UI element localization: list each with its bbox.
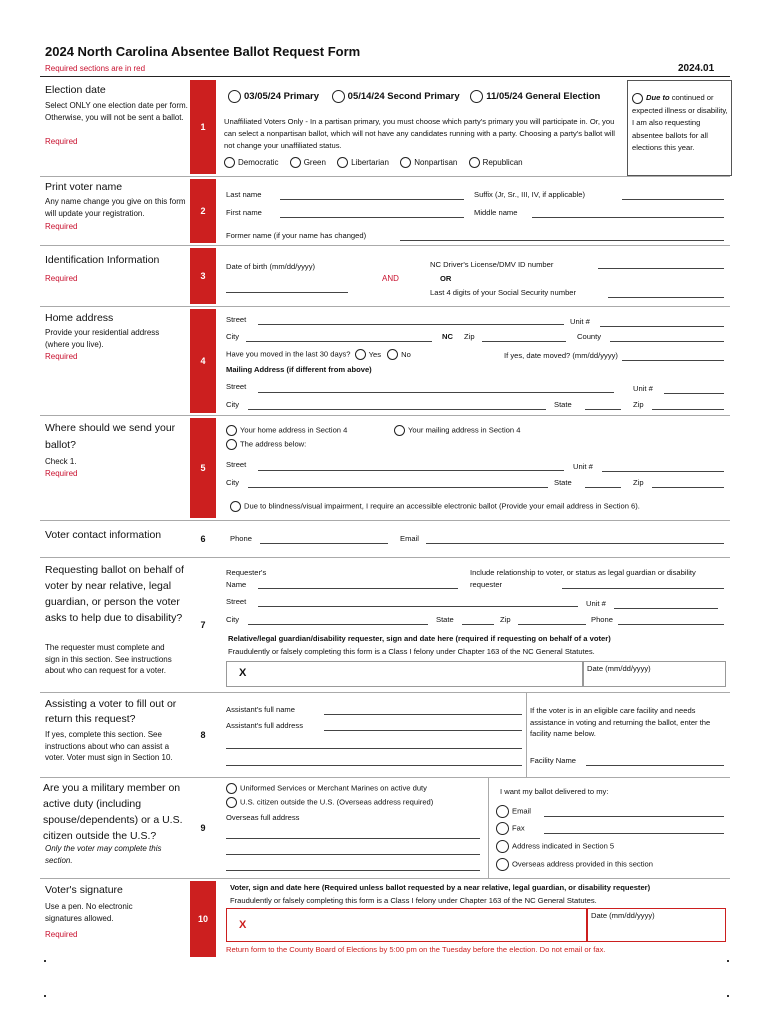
- unit-label: Unit #: [570, 317, 590, 326]
- relationship-label: Include relationship to voter, or status as legal guardian or disability requester: [470, 568, 696, 589]
- former-name-field[interactable]: [400, 240, 724, 241]
- section-heading: Voter contact information: [45, 529, 162, 541]
- section-heading: Home address: [45, 312, 114, 324]
- mailing-city-field[interactable]: [248, 409, 546, 410]
- zip-label: Zip: [633, 478, 644, 487]
- section-voter-name: [40, 177, 730, 245]
- relationship-field[interactable]: [562, 588, 724, 589]
- city-field[interactable]: [246, 341, 432, 342]
- city-field[interactable]: [248, 624, 428, 625]
- section-requester: [40, 558, 730, 692]
- delivery-overseas-radio[interactable]: Overseas address provided in this section: [496, 858, 653, 871]
- party-green-radio[interactable]: Green: [290, 158, 326, 167]
- license-field[interactable]: [598, 268, 724, 269]
- section-description: If yes, complete this section. See instructions about who can assist a voter. Voter must sign in Section 10.: [45, 730, 173, 762]
- uniformed-services-radio[interactable]: Uniformed Services or Merchant Marines on active duty: [226, 783, 427, 794]
- illness-due-option[interactable]: Due to continued or expected illness or disability, I am also requesting absentee ballots for all elections this year.: [632, 93, 728, 152]
- state-field[interactable]: [585, 487, 621, 488]
- section-description: Select ONLY one election date per form. Otherwise, you will not be sent a ballot.: [45, 101, 188, 122]
- mailing-address-radio[interactable]: Your mailing address in Section 4: [394, 425, 520, 436]
- mailing-state-label: State: [554, 400, 572, 409]
- overseas-address-line2[interactable]: [226, 854, 480, 855]
- section-home-address: [40, 307, 730, 415]
- section-description: Use a pen. No electronic signatures allowed.: [45, 902, 133, 923]
- assistant-name-field[interactable]: [324, 714, 522, 715]
- fraud-warning: Fraudulently or falsely completing this form is a Class I felony under Chapter 163 of the NC General Statutes.: [228, 647, 595, 656]
- suffix-field[interactable]: [622, 199, 724, 200]
- street-label: Street: [226, 315, 247, 324]
- first-name-label: First name: [226, 208, 262, 217]
- voter-signature-box[interactable]: X: [226, 908, 588, 942]
- dob-label: Date of birth (mm/dd/yyyy): [226, 262, 316, 271]
- delivery-fax-radio[interactable]: Fax: [496, 822, 525, 835]
- return-instructions: Return form to the County Board of Elections by 5:00 pm on the Tuesday before the election. Do not email or fax.: [226, 945, 606, 954]
- and-label: AND: [382, 274, 399, 283]
- address-below-radio[interactable]: The address below:: [226, 439, 306, 450]
- mailing-zip-label: Zip: [633, 400, 644, 409]
- second-primary-radio[interactable]: 05/14/24 Second Primary: [332, 91, 460, 102]
- license-label: NC Driver's License/DMV ID number: [430, 260, 554, 269]
- county-label: County: [577, 332, 602, 341]
- section-contact: [40, 521, 730, 557]
- assistant-name-label: Assistant's full name: [226, 705, 295, 714]
- section-description: Provide your residential address (where you live).: [45, 328, 160, 349]
- delivery-label: I want my ballot delivered to my:: [500, 787, 609, 796]
- phone-field[interactable]: [260, 543, 388, 544]
- section-number: 9: [200, 823, 206, 833]
- section-number: 2: [190, 179, 216, 243]
- delivery-section5-radio[interactable]: Address indicated in Section 5: [496, 840, 614, 853]
- sign-instruction: Relative/legal guardian/disability requester, sign and date here (required if requesting on behalf of a voter): [228, 634, 611, 643]
- voter-date-box[interactable]: Date (mm/dd/yyyy): [586, 908, 726, 942]
- state-field[interactable]: [462, 624, 494, 625]
- email-label: Email: [400, 534, 419, 543]
- unit-field[interactable]: [600, 326, 724, 327]
- section-number: 3: [190, 248, 216, 304]
- general-election-radio[interactable]: 11/05/24 General Election: [470, 91, 600, 102]
- section-number: 8: [200, 730, 206, 740]
- assistant-address-label: Assistant's full address: [226, 721, 303, 730]
- requester-signature-box[interactable]: X: [226, 661, 584, 687]
- city-label: City: [226, 615, 240, 624]
- last-name-field[interactable]: [280, 199, 464, 200]
- overseas-address-label: Overseas full address: [226, 813, 300, 822]
- moved-date-label: If yes, date moved? (mm/dd/yyyy): [504, 351, 618, 360]
- state-label: State: [436, 615, 454, 624]
- unit-field[interactable]: [602, 471, 724, 472]
- zip-label: Zip: [464, 332, 475, 341]
- former-name-label: Former name (if your name has changed): [226, 231, 367, 240]
- phone-field[interactable]: [618, 624, 724, 625]
- overseas-address-line3[interactable]: [226, 870, 480, 871]
- unaffiliated-note: Unaffiliated Voters Only - In a partisan primary, you must choose which party's primary you will participate in. Or, you can select a nonpartisan ballot, which will not have any candidates running with a party. Choosing a party's ballot will not change your unaffiliated status.: [224, 117, 615, 150]
- last-name-label: Last name: [226, 190, 262, 199]
- required-label: Required: [45, 222, 78, 231]
- section-identification: [40, 246, 730, 306]
- delivery-email-field[interactable]: [544, 816, 724, 817]
- voter-sign-instruction: Voter, sign and date here (Required unless ballot requested by a near relative, legal guardian, or disability requester): [230, 883, 651, 892]
- mailing-street-field[interactable]: [258, 392, 614, 393]
- street-label: Street: [226, 460, 247, 469]
- street-field[interactable]: [258, 606, 578, 607]
- middle-name-label: Middle name: [474, 208, 518, 217]
- delivery-email-radio[interactable]: Email: [496, 805, 531, 818]
- section-heading: Where should we send your ballot?: [45, 422, 176, 451]
- mailing-street-label: Street: [226, 382, 247, 391]
- state-nc: NC: [442, 332, 453, 341]
- section-description: Any name change you give on this form will update your registration.: [45, 197, 186, 218]
- section-heading: Election date: [45, 84, 106, 96]
- form-version: 2024.01: [678, 63, 715, 74]
- party-nonpartisan-radio[interactable]: Nonpartisan: [400, 158, 457, 167]
- requester-name-label: Requester's Name: [226, 568, 267, 589]
- fraud-warning: Fraudulently or falsely completing this form is a Class I felony under Chapter 163 of the NC General Statutes.: [230, 896, 597, 905]
- facility-instructions: If the voter is in an eligible care facility and needs assistance in voting and returning the ballot, enter the facility name below.: [530, 706, 711, 738]
- primary-0305-radio[interactable]: 03/05/24 Primary: [228, 91, 319, 102]
- section-election-date: [40, 78, 730, 176]
- delivery-fax-field[interactable]: [544, 833, 724, 834]
- assistant-address-line3[interactable]: [226, 765, 522, 766]
- or-label: OR: [440, 274, 452, 283]
- unit-field[interactable]: [614, 608, 718, 609]
- section-description: Only the voter may complete this section.: [45, 844, 162, 865]
- section-number: 10: [190, 881, 216, 957]
- first-name-field[interactable]: [280, 217, 464, 218]
- moved-yes-radio[interactable]: Yes: [355, 350, 381, 359]
- requester-date-box[interactable]: Date (mm/dd/yyyy): [582, 661, 726, 687]
- section-number: 7: [200, 620, 206, 630]
- zip-field[interactable]: [518, 624, 586, 625]
- street-field[interactable]: [258, 470, 564, 471]
- required-note: Required sections are in red: [45, 64, 146, 73]
- section-number: 1: [190, 80, 216, 174]
- section-heading: Identification Information: [45, 254, 160, 266]
- county-field[interactable]: [610, 341, 724, 342]
- unit-label: Unit #: [573, 462, 593, 471]
- section-military-overseas: [40, 778, 730, 878]
- mailing-state-field[interactable]: [585, 409, 621, 410]
- required-label: Required: [45, 274, 78, 283]
- mailing-unit-field[interactable]: [664, 393, 724, 394]
- city-label: City: [226, 478, 240, 487]
- citizen-outside-radio[interactable]: U.S. citizen outside the U.S. (Overseas address required): [226, 797, 433, 808]
- facility-name-field[interactable]: [586, 765, 724, 766]
- city-field[interactable]: [248, 487, 548, 488]
- mailing-zip-field[interactable]: [652, 409, 724, 410]
- suffix-label: Suffix (Jr, Sr., III, IV, if applicable): [474, 190, 586, 199]
- requester-name-field[interactable]: [258, 588, 458, 589]
- assistant-address-line2[interactable]: [226, 748, 522, 749]
- facility-name-label: Facility Name: [530, 756, 576, 765]
- section-description: The requester must complete and sign in this section. See instructions about who can request for a voter.: [45, 643, 172, 675]
- dob-field[interactable]: [226, 292, 348, 293]
- street-label: Street: [226, 597, 247, 606]
- section-heading: Voter's signature: [45, 884, 123, 896]
- party-republican-radio[interactable]: Republican: [469, 158, 523, 167]
- section-ballot-delivery: [40, 416, 730, 520]
- ssn-label: Last 4 digits of your Social Security number: [430, 288, 577, 297]
- moved-question: Have you moved in the last 30 days?: [226, 349, 351, 359]
- section-number: 5: [190, 418, 216, 518]
- section-heading: Print voter name: [45, 181, 123, 193]
- street-field[interactable]: [258, 324, 564, 325]
- party-libertarian-radio[interactable]: Libertarian: [337, 158, 389, 167]
- moved-no-radio[interactable]: No: [387, 350, 411, 359]
- state-label: State: [554, 478, 572, 487]
- unit-label: Unit #: [586, 599, 606, 608]
- mailing-unit-label: Unit #: [633, 384, 653, 393]
- section-heading: Assisting a voter to fill out or return this request?: [45, 698, 177, 725]
- section-voter-signature: [40, 879, 730, 959]
- middle-name-field[interactable]: [532, 217, 724, 218]
- section-number: 4: [190, 309, 216, 413]
- assistant-address-field[interactable]: [324, 730, 522, 731]
- party-democratic-radio[interactable]: Democratic: [224, 158, 278, 167]
- zip-field[interactable]: [482, 341, 566, 342]
- email-field[interactable]: [426, 543, 724, 544]
- page-title: 2024 North Carolina Absentee Ballot Request Form: [45, 44, 361, 59]
- section-number: 6: [200, 534, 206, 544]
- required-label: Required: [45, 137, 78, 146]
- section-description: Check 1.: [45, 457, 77, 466]
- section-assistant: [40, 693, 730, 777]
- required-label: Required: [45, 352, 78, 361]
- zip-field[interactable]: [652, 487, 724, 488]
- required-label: Required: [45, 469, 78, 478]
- phone-label: Phone: [230, 534, 252, 543]
- accessible-ballot-radio[interactable]: Due to blindness/visual impairment, I require an accessible electronic ballot (Provide your email address in Section 6).: [230, 501, 640, 512]
- section-heading: Are you a military member on active duty (including spouse/dependents) or a U.S. citizen outside the U.S.?: [43, 782, 183, 842]
- mailing-city-label: City: [226, 400, 240, 409]
- moved-date-field[interactable]: [622, 360, 724, 361]
- required-label: Required: [45, 930, 78, 939]
- ssn-field[interactable]: [608, 297, 724, 298]
- overseas-address-line1[interactable]: [226, 838, 480, 839]
- mailing-address-label: Mailing Address (if different from above): [226, 365, 372, 374]
- phone-label: Phone: [591, 615, 613, 624]
- home-address-radio[interactable]: Your home address in Section 4: [226, 425, 347, 436]
- section-heading: Requesting ballot on behalf of voter by near relative, legal guardian, or person the voter asks to help due to disability?: [45, 564, 184, 624]
- city-label: City: [226, 332, 240, 341]
- zip-label: Zip: [500, 615, 511, 624]
